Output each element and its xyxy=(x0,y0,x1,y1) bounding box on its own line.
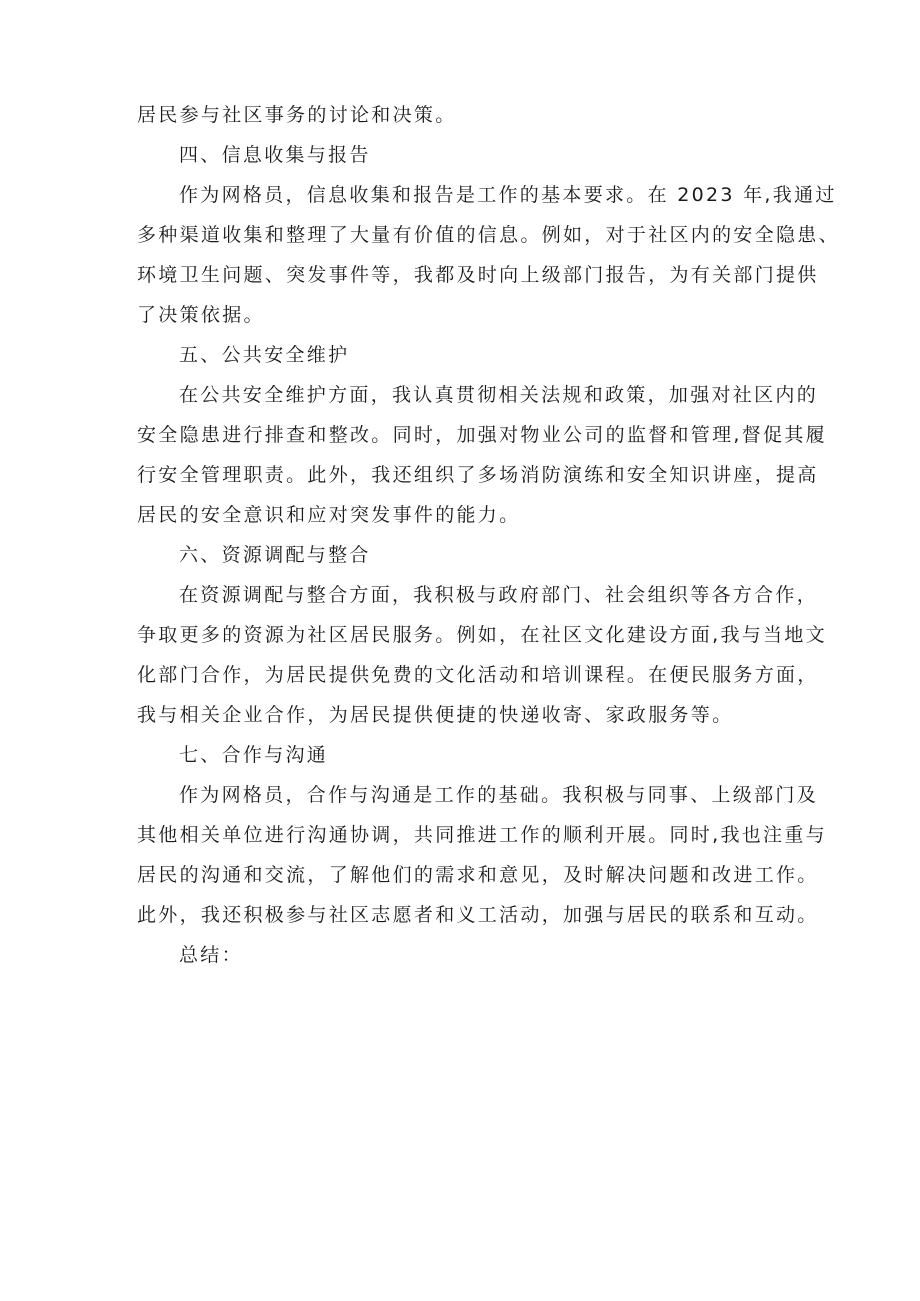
paragraph-line: 在资源调配与整合方面，我积极与政府部门、社会组织等各方合作， xyxy=(179,584,819,606)
paragraph-line: 环境卫生问题、突发事件等，我都及时向上级部门报告，为有关部门提供 xyxy=(137,264,819,286)
paragraph-line: 安全隐患进行排查和整改。同时，加强对物业公司的监督和管理,督促其履 xyxy=(137,424,827,446)
paragraph-line: 我与相关企业合作，为居民提供便捷的快递收寄、家政服务等。 xyxy=(137,704,734,726)
paragraph-line: 作为网格员，信息收集和报告是工作的基本要求。在 2023 年,我通过 xyxy=(179,184,837,206)
paragraph-line: 化部门合作，为居民提供免费的文化活动和培训课程。在便民服务方面， xyxy=(137,664,819,686)
paragraph-line: 居民的沟通和交流，了解他们的需求和意见，及时解决问题和改进工作。 xyxy=(137,864,819,886)
document-page xyxy=(137,104,840,984)
summary-heading: 总结： xyxy=(179,944,243,966)
paragraph-line: 此外，我还积极参与社区志愿者和义工活动，加强与居民的联系和互动。 xyxy=(137,904,819,926)
paragraph-line: 作为网格员，合作与沟通是工作的基础。我积极与同事、上级部门及 xyxy=(179,784,819,806)
paragraph-line: 在公共安全维护方面，我认真贯彻相关法规和政策，加强对社区内的 xyxy=(179,384,819,406)
section-heading-resource-allocation: 六、资源调配与整合 xyxy=(179,544,371,566)
section-heading-info-collection: 四、信息收集与报告 xyxy=(179,144,371,166)
paragraph-line: 了决策依据。 xyxy=(137,304,265,326)
paragraph-line: 居民参与社区事务的讨论和决策。 xyxy=(137,104,457,126)
section-heading-public-safety: 五、公共安全维护 xyxy=(179,344,350,366)
paragraph-line: 多种渠道收集和整理了大量有价值的信息。例如，对于社区内的安全隐患、 xyxy=(137,224,840,246)
paragraph-line: 争取更多的资源为社区居民服务。例如，在社区文化建设方面,我与当地文 xyxy=(137,624,827,646)
section-heading-cooperation: 七、合作与沟通 xyxy=(179,744,329,766)
paragraph-line: 行安全管理职责。此外，我还组织了多场消防演练和安全知识讲座，提高 xyxy=(137,464,819,486)
paragraph-line: 其他相关单位进行沟通协调，共同推进工作的顺利开展。同时,我也注重与 xyxy=(137,824,827,846)
paragraph-line: 居民的安全意识和应对突发事件的能力。 xyxy=(137,504,521,526)
